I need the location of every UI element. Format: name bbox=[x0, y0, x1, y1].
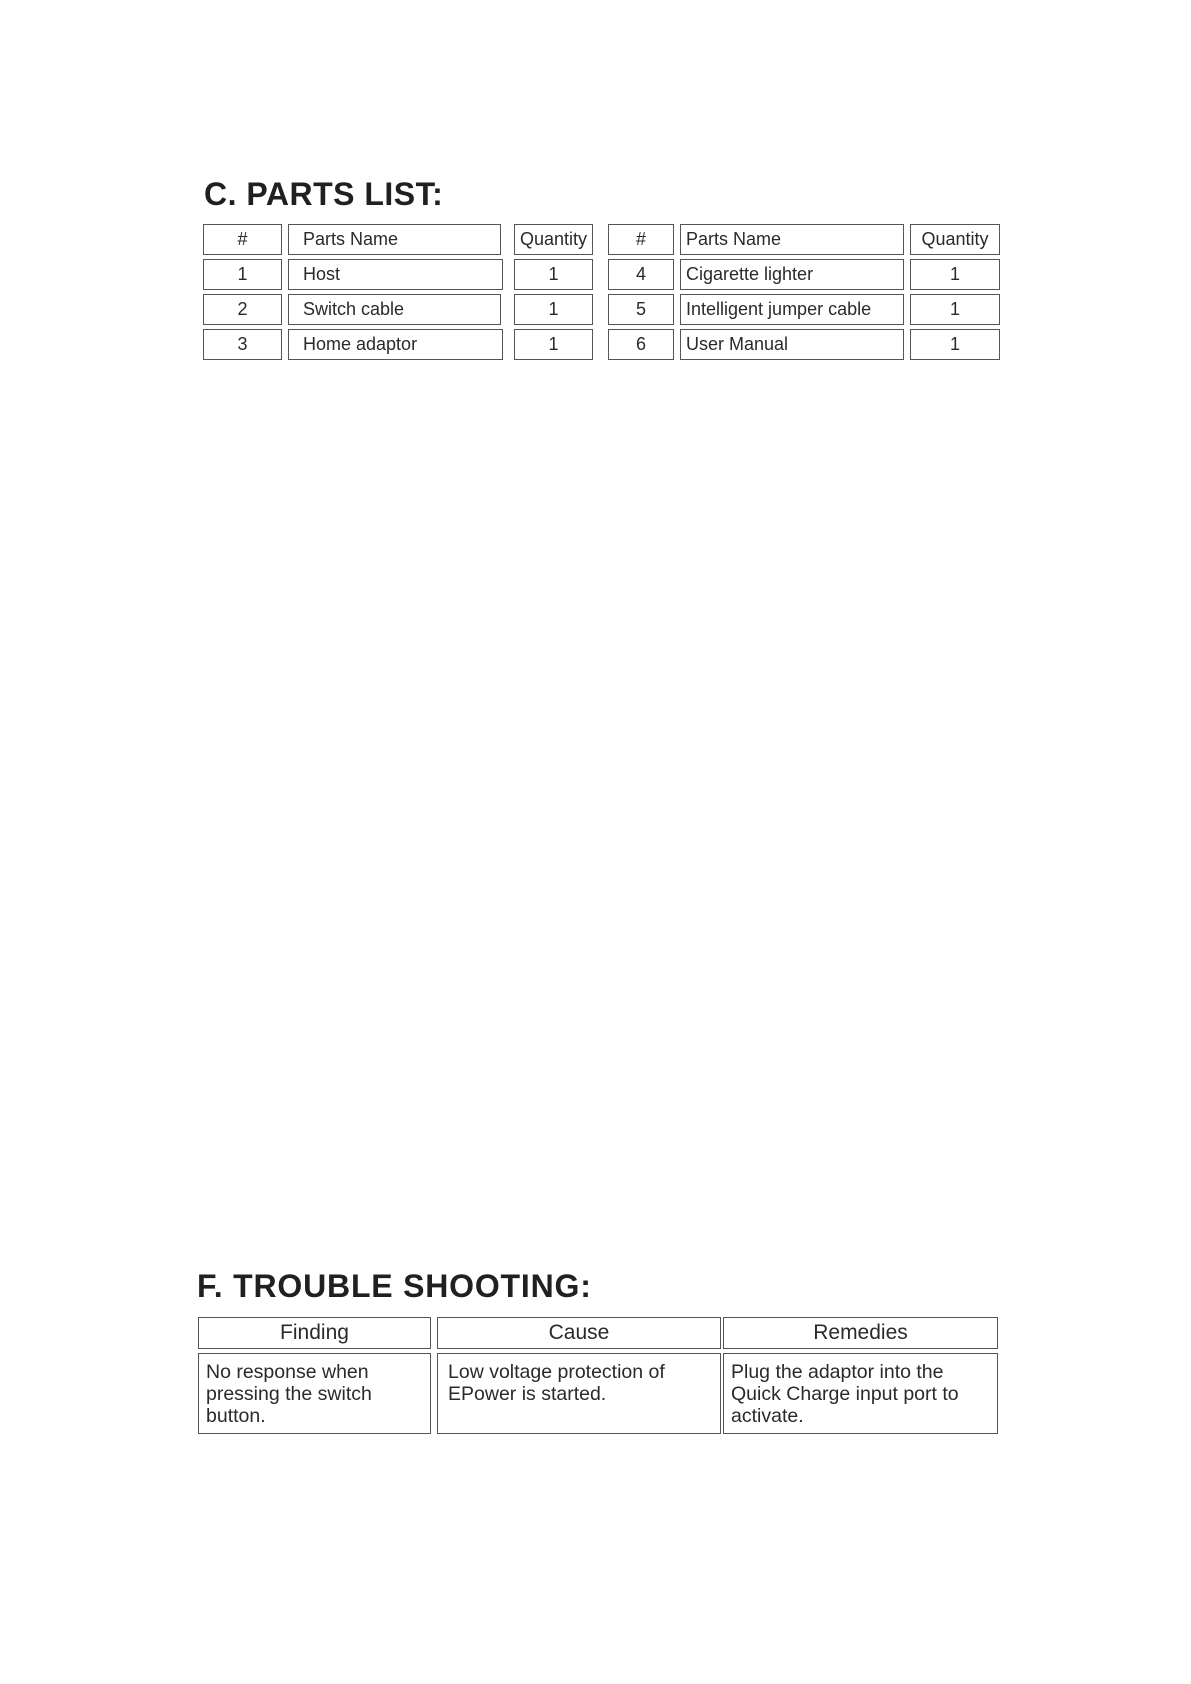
cause-line: Low voltage protection of bbox=[448, 1361, 665, 1383]
cause-cell bbox=[437, 1353, 721, 1434]
part-number: 1 bbox=[203, 259, 282, 290]
part-name: Home adaptor bbox=[288, 329, 503, 360]
part-number: 6 bbox=[608, 329, 674, 360]
cause-header: Cause bbox=[437, 1317, 721, 1349]
part-number: 2 bbox=[203, 294, 282, 325]
part-quantity: 1 bbox=[910, 259, 1000, 290]
left-quantity-header: Quantity bbox=[514, 224, 593, 255]
part-name: Cigarette lighter bbox=[680, 259, 904, 290]
part-number: 5 bbox=[608, 294, 674, 325]
part-name: Switch cable bbox=[288, 294, 501, 325]
finding-line: button. bbox=[206, 1405, 266, 1427]
left-number-header: # bbox=[203, 224, 282, 255]
finding-line: No response when bbox=[206, 1361, 369, 1383]
left-name-header: Parts Name bbox=[288, 224, 501, 255]
part-name: User Manual bbox=[680, 329, 904, 360]
remedies-header: Remedies bbox=[723, 1317, 998, 1349]
part-name: Intelligent jumper cable bbox=[680, 294, 904, 325]
part-quantity: 1 bbox=[514, 259, 593, 290]
parts-list-title: C. PARTS LIST: bbox=[204, 176, 444, 212]
trouble-shooting-title: F. TROUBLE SHOOTING: bbox=[197, 1268, 592, 1304]
cause-line: EPower is started. bbox=[448, 1383, 607, 1405]
right-quantity-header: Quantity bbox=[910, 224, 1000, 255]
part-name: Host bbox=[288, 259, 503, 290]
part-number: 3 bbox=[203, 329, 282, 360]
remedies-line: Quick Charge input port to bbox=[731, 1383, 959, 1405]
finding-cell bbox=[198, 1353, 431, 1434]
part-quantity: 1 bbox=[514, 294, 593, 325]
finding-header: Finding bbox=[198, 1317, 431, 1349]
finding-line: pressing the switch bbox=[206, 1383, 372, 1405]
part-quantity: 1 bbox=[910, 294, 1000, 325]
remedies-line: activate. bbox=[731, 1405, 804, 1427]
part-quantity: 1 bbox=[910, 329, 1000, 360]
part-quantity: 1 bbox=[514, 329, 593, 360]
remedies-line: Plug the adaptor into the bbox=[731, 1361, 944, 1383]
remedies-cell bbox=[723, 1353, 998, 1434]
right-name-header: Parts Name bbox=[680, 224, 904, 255]
part-number: 4 bbox=[608, 259, 674, 290]
right-number-header: # bbox=[608, 224, 674, 255]
